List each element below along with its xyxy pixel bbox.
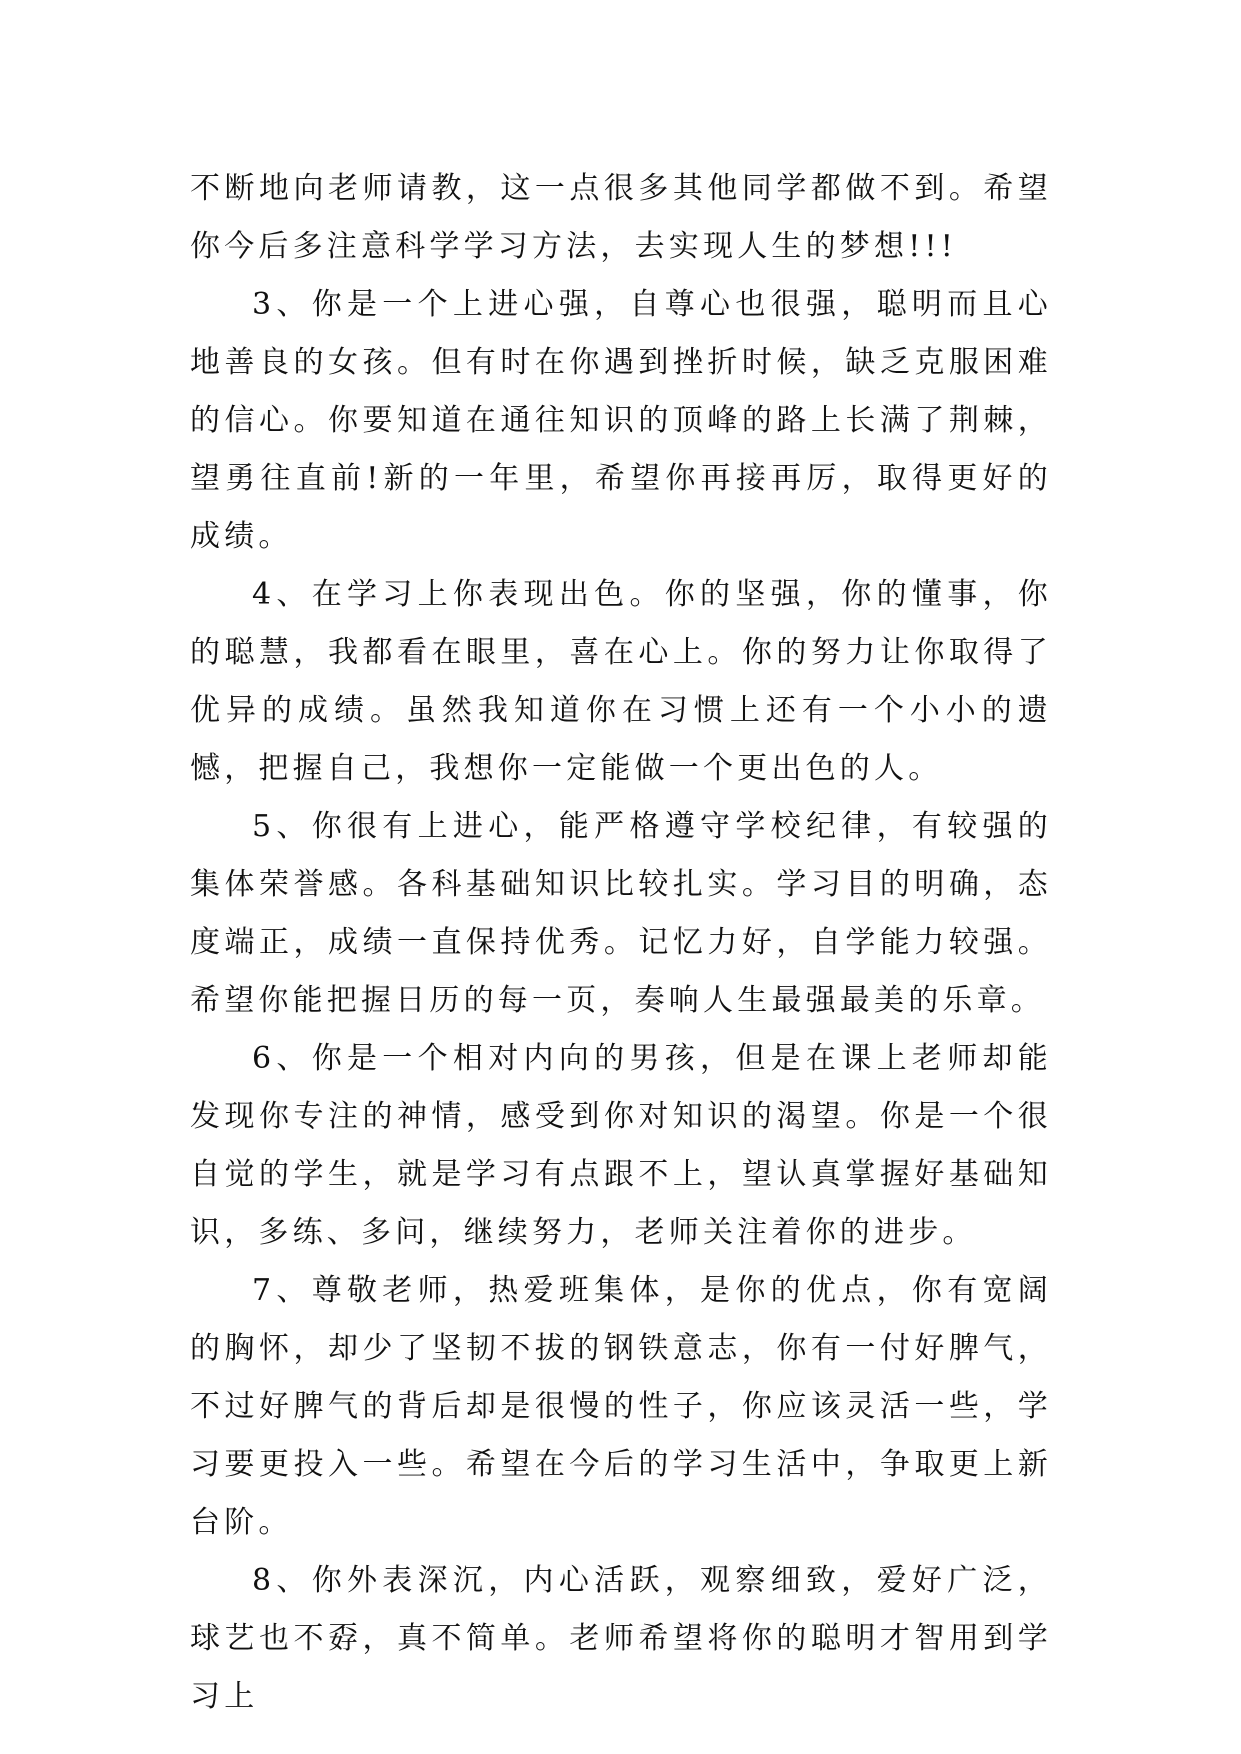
paragraph-continuation: 不断地向老师请教，这一点很多其他同学都做不到。希望你今后多注意科学学习方法，去实现人生的梦想!!! [190,171,1052,264]
paragraph-comment-4: 4、在学习上你表现出色。你的坚强，你的懂事，你的聪慧，我都看在眼里，喜在心上。你的努力让你取得了优异的成绩。虽然我知道你在习惯上还有一个小小的遗憾，把握自己，我想你一定能做一个更出色的人。 [190,577,1052,786]
paragraph-comment-3: 3、你是一个上进心强，自尊心也很强，聪明而且心地善良的女孩。但有时在你遇到挫折时候，缺乏克服困难的信心。你要知道在通往知识的顶峰的路上长满了荆棘，望勇往直前!新的一年里，希望你再接再厉，取得更好的成绩。 [190,287,1052,554]
paragraph-comment-5: 5、你很有上进心，能严格遵守学校纪律，有较强的集体荣誉感。各科基础知识比较扎实。学习目的明确，态度端正，成绩一直保持优秀。记忆力好，自学能力较强。希望你能把握日历的每一页，奏响人生最强最美的乐章。 [190,809,1052,1018]
document-body [190,160,1052,1726]
paragraph-comment-6: 6、你是一个相对内向的男孩，但是在课上老师却能发现你专注的神情，感受到你对知识的渴望。你是一个很自觉的学生，就是学习有点跟不上，望认真掌握好基础知识，多练、多问，继续努力，老师关注着你的进步。 [190,1041,1052,1250]
paragraph-comment-8: 8、你外表深沉，内心活跃，观察细致，爱好广泛，球艺也不孬，真不简单。老师希望将你的聪明才智用到学习上 [190,1563,1052,1714]
paragraph-comment-7: 7、尊敬老师，热爱班集体，是你的优点，你有宽阔的胸怀，却少了坚韧不拔的钢铁意志，你有一付好脾气，不过好脾气的背后却是很慢的性子，你应该灵活一些，学习要更投入一些。希望在今后的学习生活中，争取更上新台阶。 [190,1273,1052,1540]
